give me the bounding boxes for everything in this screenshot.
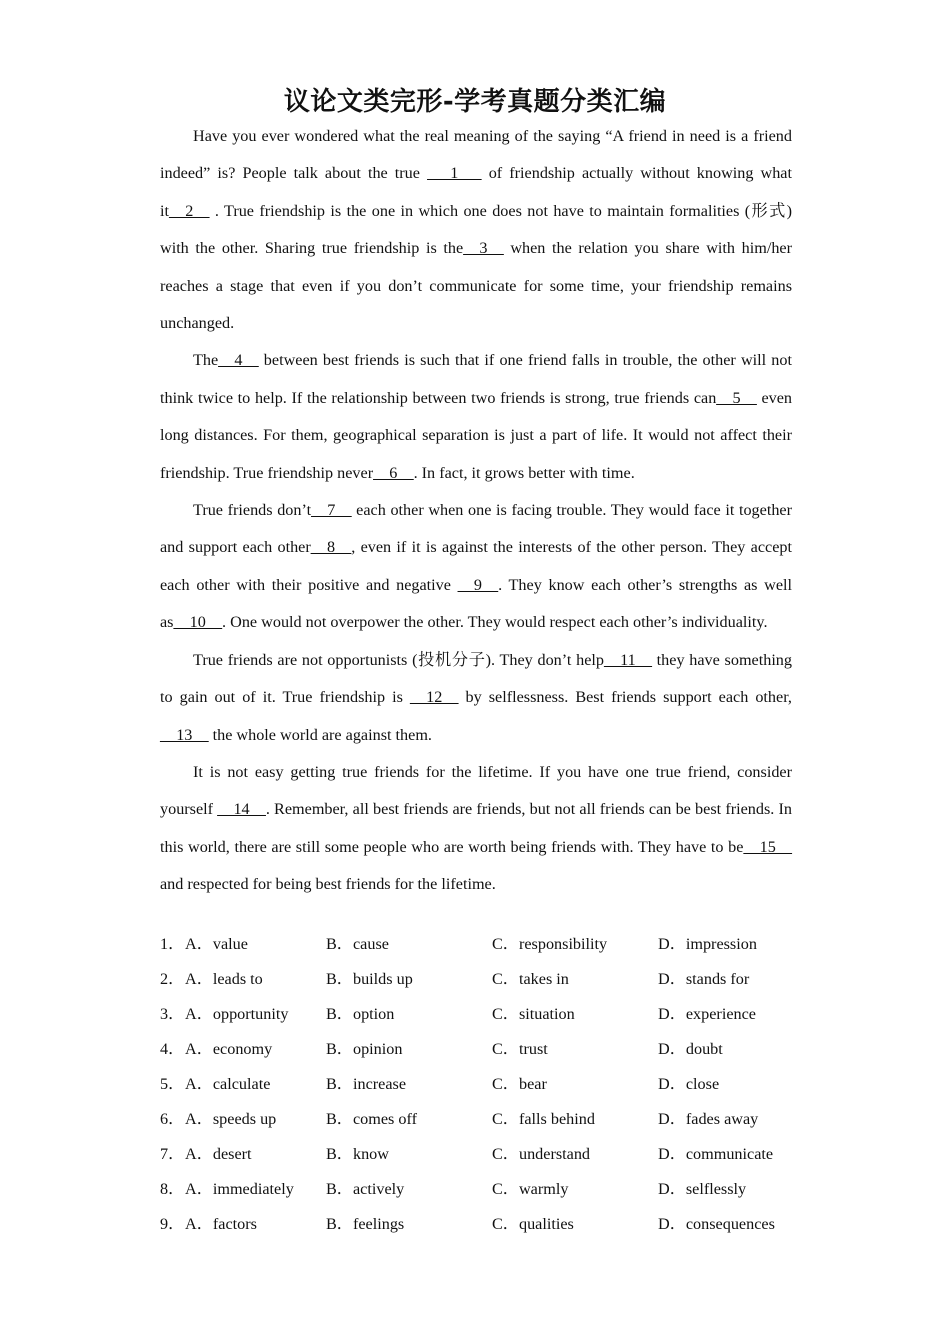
question-options	[160, 927, 800, 1242]
question-number: 8．	[160, 1180, 185, 1198]
question-number: 6．	[160, 1110, 185, 1128]
paragraph-3	[160, 492, 792, 642]
passage-text: Have you ever wondered what the real meaning of the saying “A friend in need is a friend indeed” is? People talk about the true	[160, 127, 792, 183]
option-c: C．situation	[492, 1005, 575, 1023]
blank: __11__	[603, 650, 652, 669]
option-a: A．calculate	[185, 1075, 271, 1093]
passage-text: between best friends is such that if one friend falls in trouble, the other will not think twice to help. If the relationship between two friends is strong, true friends can	[160, 351, 792, 407]
option-b: B．increase	[326, 1075, 407, 1093]
question-number: 9．	[160, 1215, 185, 1233]
option-c: C．takes in	[492, 970, 569, 988]
passage-text: each other when one is facing trouble. They would face it together and support each other	[160, 501, 792, 557]
option-c: C．responsibility	[492, 935, 608, 953]
cloze-passage	[160, 118, 792, 904]
option-b: B．feelings	[326, 1215, 405, 1233]
passage-text: the whole world are against them.	[208, 725, 432, 744]
option-d: D．fades away	[658, 1110, 759, 1128]
option-b: B．actively	[326, 1180, 405, 1198]
question-row	[160, 997, 800, 1032]
paragraph-5	[160, 754, 792, 904]
question-number: 5．	[160, 1075, 185, 1093]
blank: __13__	[160, 725, 209, 744]
blank: __15__	[743, 837, 792, 856]
blank: __8__	[310, 538, 352, 557]
option-a: A．immediately	[185, 1180, 294, 1198]
question-row	[160, 1207, 800, 1242]
paragraph-4	[160, 642, 792, 754]
option-d: D．experience	[658, 1005, 756, 1023]
option-a: A．leads to	[185, 970, 263, 988]
option-b: B．builds up	[326, 970, 413, 988]
option-d: D．close	[658, 1075, 720, 1093]
blank: __2__	[169, 201, 210, 220]
passage-text: even long distances. For them, geographical separation is just a part of life. It would not affect their friendship. True friendship never	[160, 388, 792, 482]
blank: __14__	[217, 800, 266, 819]
option-b: B．comes off	[326, 1110, 417, 1128]
option-a: A．factors	[185, 1215, 257, 1233]
option-c: C．bear	[492, 1075, 547, 1093]
blank: __12__	[409, 688, 459, 707]
paragraph-1	[160, 118, 792, 342]
passage-text: when the relation you share with him/her reaches a stage that even if you don’t communicate for some time, your friendship remains unchanged.	[160, 239, 793, 333]
blank: __4__	[218, 351, 259, 370]
question-row	[160, 1102, 800, 1137]
passage-text: . They know each other’s strengths as well as	[160, 575, 792, 632]
passage-text: . One would not overpower the other. They would respect each other’s individuality.	[222, 613, 768, 632]
option-c: C．falls behind	[492, 1110, 595, 1128]
passage-text: True friends are not opportunists (投机分子). They don’t help	[193, 650, 604, 669]
option-a: A．economy	[185, 1040, 273, 1058]
passage-text: by selflessness. Best friends support each other,	[458, 688, 792, 707]
option-d: D．doubt	[658, 1040, 723, 1058]
blank: __6__	[373, 463, 414, 482]
option-d: D．stands for	[658, 970, 750, 988]
option-c: C．warmly	[492, 1180, 569, 1198]
option-c: C．qualities	[492, 1215, 574, 1233]
option-d: D．impression	[658, 935, 757, 953]
option-b: B．cause	[326, 935, 389, 953]
option-a: A．desert	[185, 1145, 252, 1163]
question-row	[160, 1172, 800, 1207]
question-number: 7．	[160, 1145, 185, 1163]
question-row	[160, 927, 800, 962]
question-row	[160, 1032, 800, 1067]
passage-text: It is not easy getting true friends for the lifetime. If you have one true friend, consider yourself	[160, 762, 792, 819]
option-d: D．selflessly	[658, 1180, 747, 1198]
blank: __1__	[427, 164, 482, 183]
option-d: D．consequences	[658, 1215, 775, 1233]
question-number: 4．	[160, 1040, 185, 1058]
blank: __3__	[463, 239, 504, 258]
option-a: A．speeds up	[185, 1110, 277, 1128]
question-number: 3．	[160, 1005, 185, 1023]
option-a: A．value	[185, 935, 248, 953]
question-row	[160, 1067, 800, 1102]
option-b: B．option	[326, 1005, 395, 1023]
passage-text: and respected for being best friends for the lifetime.	[160, 875, 496, 894]
question-row	[160, 1137, 800, 1172]
passage-text: True friends don’t	[193, 501, 312, 520]
question-number: 1．	[160, 935, 185, 953]
passage-text: . In fact, it grows better with time.	[413, 463, 635, 482]
passage-text: The	[193, 351, 219, 370]
option-d: D．communicate	[658, 1145, 774, 1163]
option-c: C．trust	[492, 1040, 548, 1058]
question-number: 2．	[160, 970, 185, 988]
blank: __9__	[457, 575, 499, 594]
question-row	[160, 962, 800, 997]
blank: __7__	[311, 501, 352, 520]
option-c: C．understand	[492, 1145, 591, 1163]
blank: __5__	[716, 388, 757, 407]
passage-text: of friendship actually without knowing what it	[160, 164, 792, 220]
option-a: A．opportunity	[185, 1005, 289, 1023]
page-title: 议论文类完形-学考真题分类汇编	[283, 87, 667, 117]
option-b: B．know	[326, 1145, 389, 1163]
option-b: B．opinion	[326, 1040, 403, 1058]
passage-text: they have something to gain out of it. True friendship is	[160, 650, 792, 707]
blank: __10__	[173, 613, 223, 632]
paragraph-2	[160, 342, 792, 492]
passage-text: , even if it is against the interests of the other person. They accept each other with their positive and negative	[160, 538, 792, 594]
passage-text: . Remember, all best friends are friends, but not all friends can be best friends. In this world, there are still some people who are worth being friends with. They have to be	[160, 800, 792, 856]
passage-text: . True friendship is the one in which one does not have to maintain formalities (形式) with the other. Sharing true friendship is the	[160, 201, 792, 258]
